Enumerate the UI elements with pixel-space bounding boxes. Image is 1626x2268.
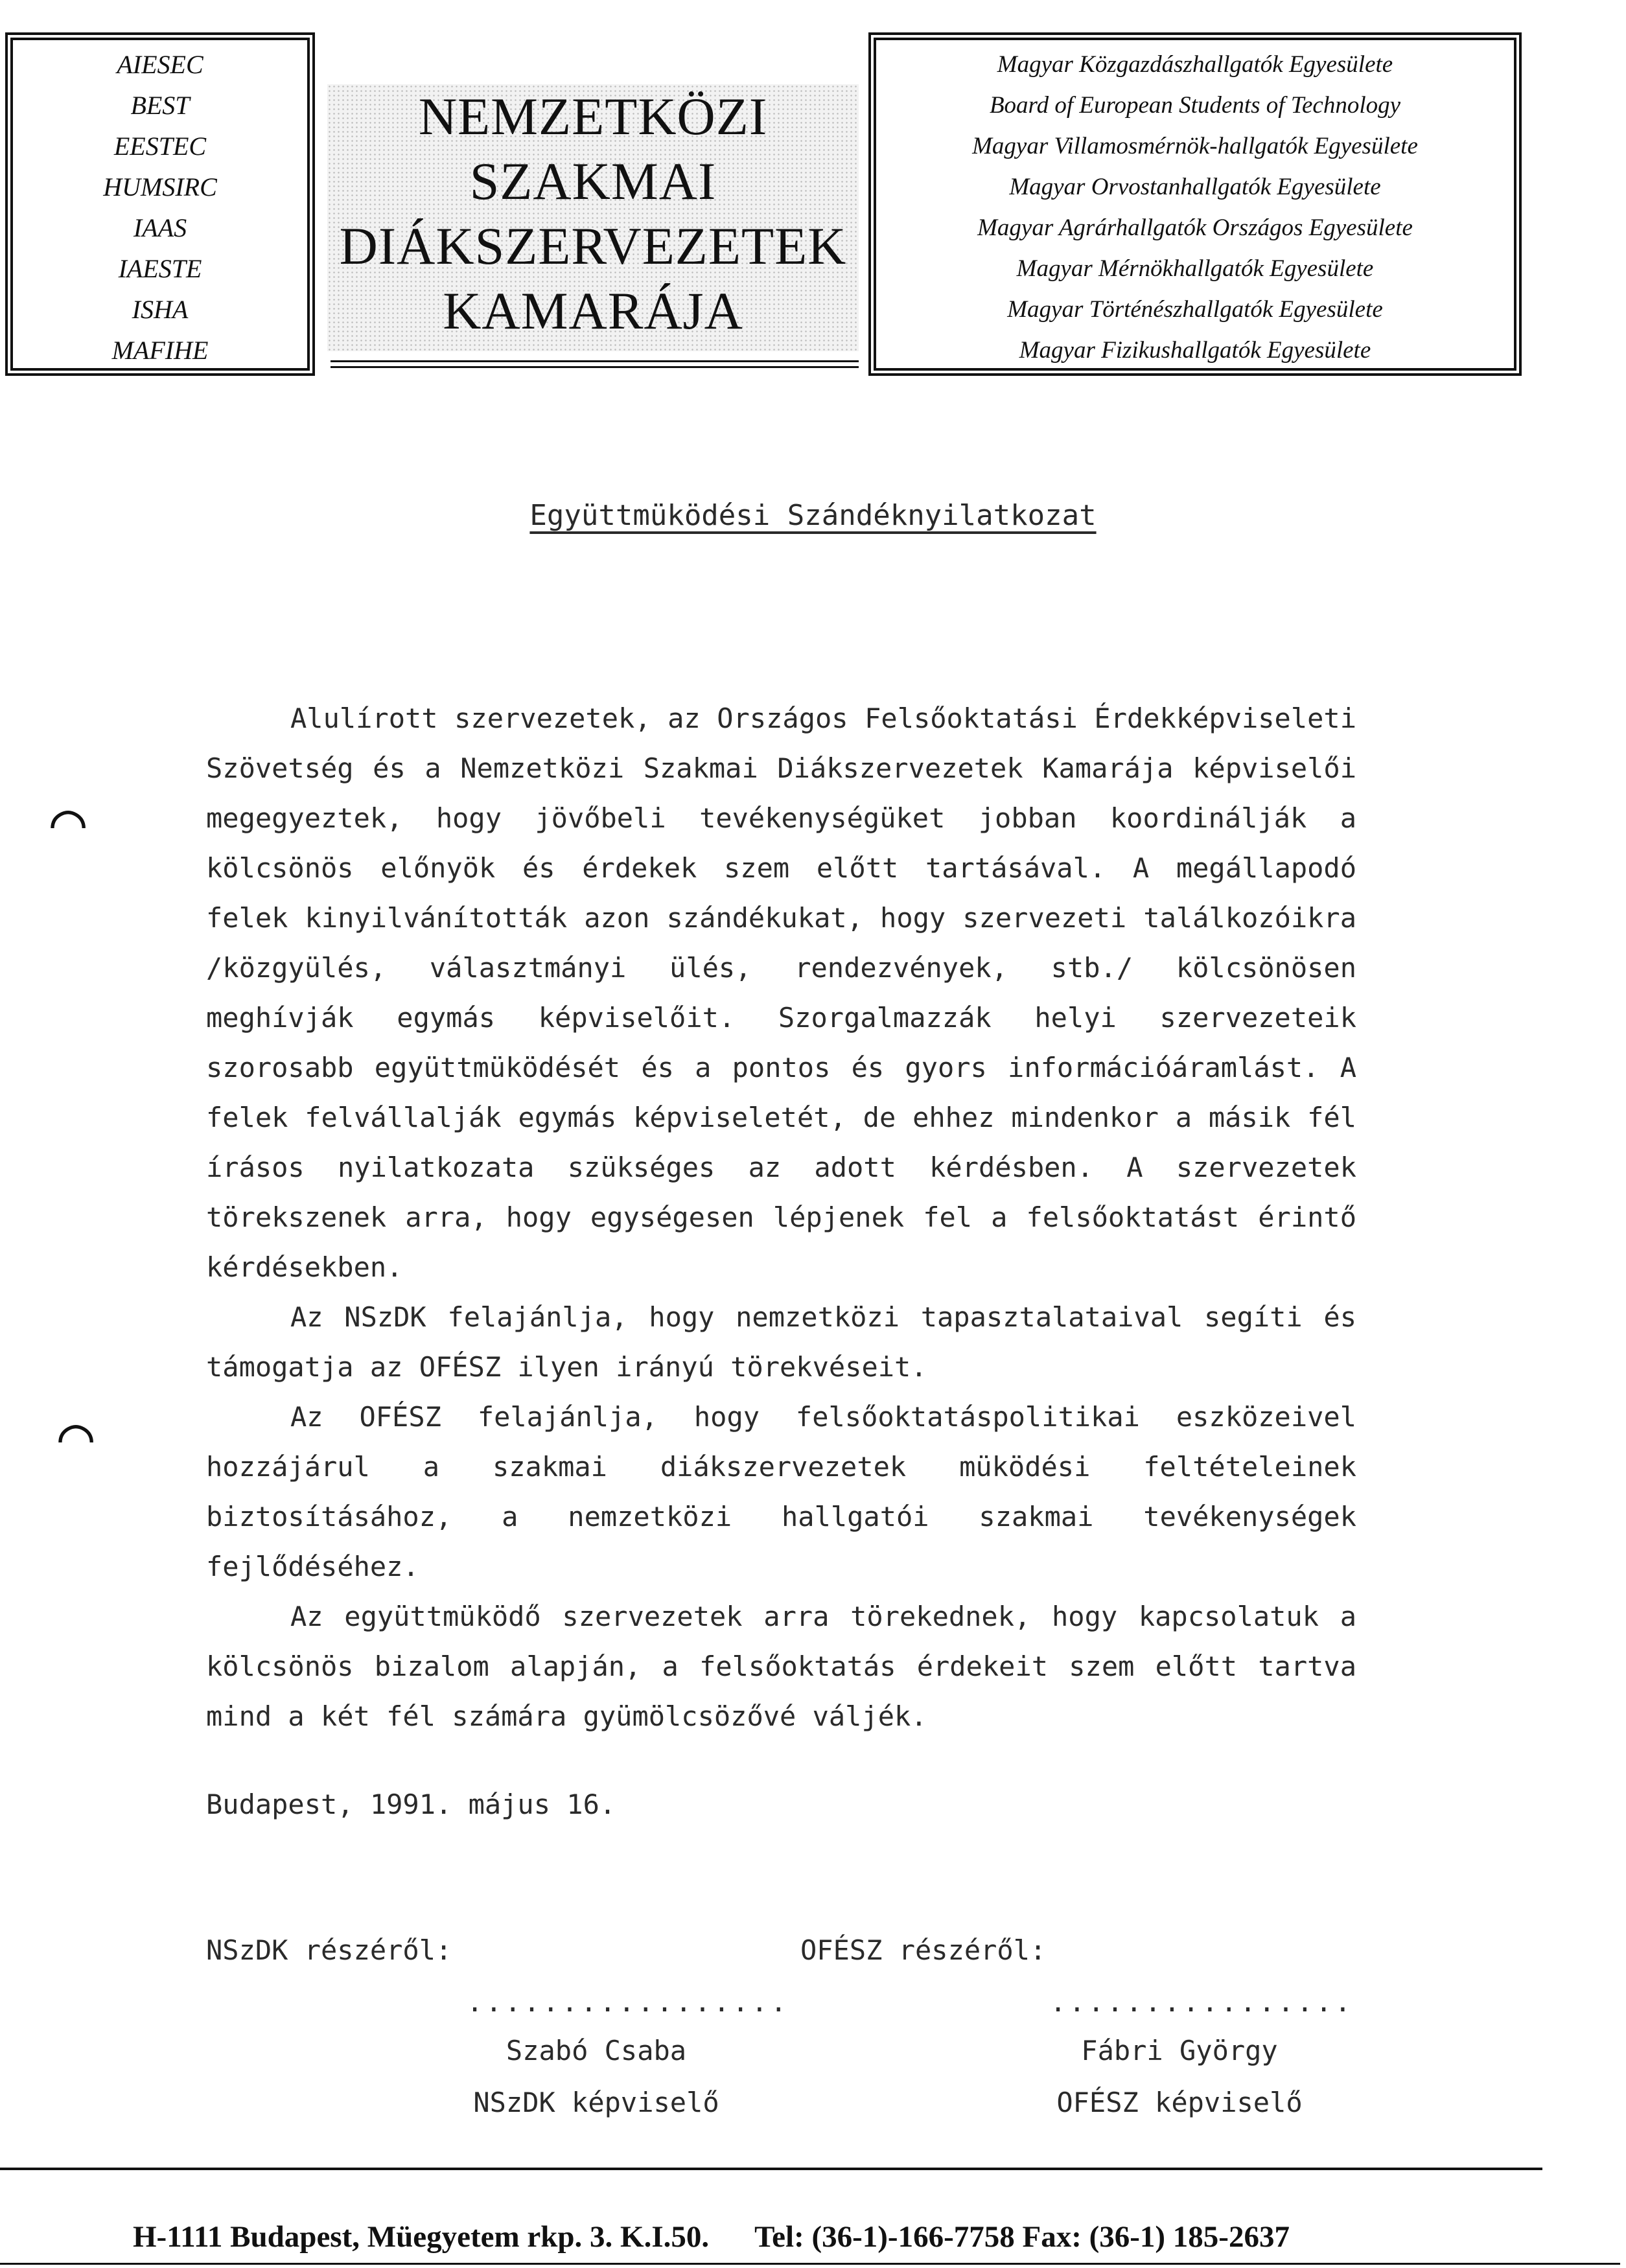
member-acronym-list [8,44,312,371]
footer-phone-fax: Tel: (36-1)-166-7758 Fax: (36-1) 185-2637 [754,2220,1290,2254]
hole-punch-mark-icon: ⌒ [58,1401,94,1469]
list-item: Magyar Villamosmérnök-hallgatók Egyesülete [972,133,1418,159]
paragraph-text: Az NSzDK felajánlja, hogy nemzetközi tapasztalataival segíti és támogatja az OFÉSZ ilyen irányú törekvéseit. [206,1301,1356,1383]
list-item: EESTEC [113,132,207,161]
signature-line-ofesz: ................ [1050,1986,1354,2018]
list-item: Magyar Történészhallgatók Egyesülete [1007,296,1383,323]
document-body [206,693,1356,1741]
paragraph-text: Alulírott szervezetek, az Országos Felsőoktatási Érdekképviseleti Szövetség és a Nemzetközi Szakmai Diákszervezetek Kamarája képviselői megegyeztek, hogy jövőbeli tevékenységüket jobban koordinálják a kölcsönös előnyök és érdekek szem előtt tartásával. A megállapodó felek kinyilvánították azon szándékukat, hogy szervezeti találkozóikra /közgyülés, választmányi ülés, rendezvények, stb./ kölcsönösen meghívják egymás képviselőit. Szorgalmazzák helyi szervezeteik szorosabb együttmüködését és a pontos és gyors információáramlást. A felek felvállalják egymás képviseletét, de ehhez mindenkor a másik fél írásos nyilatkozata szükséges az adott kérdésben. A szervezetek törekszenek arra, hogy egységesen lépjenek fel a felsőoktatást érintő kérdésekben. [206,702,1356,1283]
signatory-role-nszdk: NSzDK képviselő [473,2087,719,2118]
signatory-name-nszdk: Szabó Csaba [505,2035,687,2066]
list-item: HUMSIRC [103,172,217,202]
place-and-date: Budapest, 1991. május 16. [206,1788,616,1820]
signature-label-ofesz: OFÉSZ részéről: [800,1934,1047,1966]
hole-punch-mark-icon: ⌒ [51,787,86,855]
paragraph [206,1591,1356,1741]
footer-divider [0,2168,1542,2170]
list-item: IAESTE [118,254,202,283]
footer-bottom-divider [0,2263,1620,2265]
org-name-underline [331,360,859,368]
paragraph [206,693,1356,1292]
member-fullname-list [871,44,1519,371]
list-item: Board of European Students of Technology [989,92,1401,119]
list-item: Magyar Orvostanhallgatók Egyesülete [1009,174,1381,200]
list-item: ISHA [132,295,189,324]
paragraph [206,1292,1356,1392]
list-item: MAFIHE [111,336,209,365]
list-item: AIESEC [117,50,203,79]
document-title: Együttmüködési Szándéknyilatkozat [529,499,1097,532]
footer-contact-line [133,2219,1290,2254]
list-item: Magyar Agrárhallgatók Országos Egyesülete [977,214,1413,241]
footer-address: H-1111 Budapest, Müegyetem rkp. 3. K.I.50. [133,2220,710,2254]
list-item: Magyar Közgazdászhallgatók Egyesülete [997,51,1393,78]
list-item: BEST [130,91,190,120]
signatory-role-ofesz: OFÉSZ képviselő [1056,2087,1303,2118]
list-item: Magyar Mérnökhallgatók Egyesülete [1016,255,1374,282]
member-list-box-left [5,32,315,376]
organization-name-block [327,84,859,351]
org-name-line: NEMZETKÖZI [418,87,768,146]
paragraph-text: Az együttmüködő szervezetek arra törekednek, hogy kapcsolatuk a kölcsönös bizalom alapján, a felsőoktatás érdekeit szem előtt tartva mind a két fél számára gyümölcsözővé váljék. [206,1601,1356,1732]
paragraph [206,1392,1356,1591]
list-item: Magyar Fizikushallgatók Egyesülete [1019,337,1371,364]
org-name-line: SZAKMAI [469,152,717,211]
org-name-line: KAMARÁJA [443,281,743,340]
signature-line-nszdk: ................. [467,1986,789,2018]
signatory-name-ofesz: Fábri György [1081,2035,1278,2066]
signature-label-nszdk: NSzDK részéről: [206,1934,452,1966]
member-list-box-right [868,32,1522,376]
org-name-line: DIÁKSZERVEZETEK [339,216,847,275]
paragraph-text: Az OFÉSZ felajánlja, hogy felsőoktatáspolitikai eszközeivel hozzájárul a szakmai diákszervezetek müködési feltételeinek biztosításához, a nemzetközi hallgatói szakmai tevékenységek fejlődéséhez. [206,1401,1356,1582]
list-item: IAAS [133,213,187,242]
